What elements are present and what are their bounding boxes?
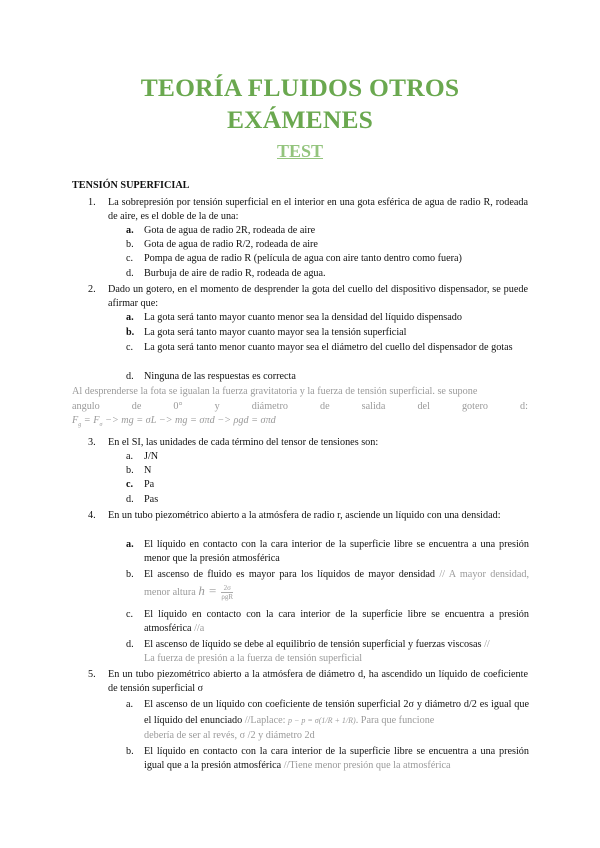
question-text: En el SI, las unidades de cada término del tensor de tensiones son: — [108, 437, 379, 448]
comment-word: d: — [520, 401, 528, 412]
option-text: La gota será tanto mayor cuanto mayor sea la tensión superficial — [144, 327, 407, 338]
question-text: La sobrepresión por tensión superficial en el interior en una gota esférica de agua de radio R, rodeada de aire, es el doble de la de una: — [108, 197, 528, 222]
question-1-option-d — [126, 267, 529, 281]
comment-word: 0° — [173, 401, 183, 412]
section-heading: TENSIÓN SUPERFICIAL — [72, 180, 190, 191]
option-letter: c. — [126, 609, 134, 620]
question-text: En un tubo piezométrico abierto a la atmósfera de diámetro d, ha ascendido un líquido de coeficiente de tensión superficial σ — [108, 669, 528, 694]
option-letter: d. — [126, 371, 134, 382]
formula-symbol: F — [93, 415, 100, 426]
option-text: El líquido en contacto con la cara interior de la superficie libre se encuentra a presión atmosférica — [144, 609, 529, 634]
option-letter: b. — [126, 327, 135, 338]
option-body — [144, 608, 529, 636]
formula-symbol: F — [72, 415, 79, 426]
option-letter: a. — [126, 312, 134, 323]
comment-word: gotero — [461, 401, 488, 412]
question-2-formula — [72, 414, 528, 432]
comment-word: angulo — [72, 401, 100, 412]
question-5 — [88, 668, 528, 695]
option-text: El líquido en contacto con la cara interior de la superficie libre se encuentra a una presión igual que a la presión atmosférica — [144, 746, 529, 771]
question-number: 2. — [88, 284, 96, 295]
question-2-option-c — [126, 341, 529, 355]
question-2-option-a — [126, 311, 529, 325]
question-4-option-a — [126, 538, 529, 566]
formula-subscript: σ — [99, 422, 103, 429]
option-note-continued: debería de ser al revés, σ /2 y diámetro 2d — [144, 730, 315, 741]
comment-word: de — [320, 401, 330, 412]
question-1 — [88, 196, 528, 223]
option-formula: p − p = σ(1/R + 1/R) — [288, 715, 356, 725]
option-note-after: . Para que funcione — [355, 714, 435, 726]
question-number: 4. — [88, 510, 96, 521]
comment-word: salida — [361, 401, 386, 412]
option-note: //Laplace: — [244, 714, 286, 726]
option-letter: b. — [126, 746, 134, 757]
option-letter: a. — [126, 699, 134, 710]
option-note: //Tiene menor presión que la atmosférica — [283, 759, 451, 771]
question-number: 1. — [88, 197, 96, 208]
option-note: // A mayor densidad, menor altura — [144, 569, 529, 598]
fraction-numerator: 2σ — [221, 584, 233, 593]
option-letter: d. — [126, 494, 134, 505]
question-1-option-a — [126, 224, 529, 238]
option-letter: d. — [126, 268, 134, 279]
option-text: Gota de agua de radio 2R, rodeada de aire — [144, 225, 316, 236]
option-formula: h = — [198, 583, 217, 598]
question-3-option-b — [126, 464, 529, 478]
option-body — [144, 638, 529, 666]
question-5-option-b — [126, 745, 529, 773]
formula-subscript: g — [78, 422, 82, 429]
question-number: 3. — [88, 437, 96, 448]
option-letter: c. — [126, 342, 134, 353]
question-4-option-c — [126, 608, 529, 636]
option-text: Pa — [144, 479, 155, 490]
page-title-line-1: TEORÍA FLUIDOS OTROS — [140, 73, 460, 102]
option-letter: a. — [126, 539, 134, 550]
question-3-option-c — [126, 478, 529, 492]
question-4-option-b — [126, 567, 529, 601]
question-3-option-d — [126, 493, 529, 507]
option-text: La gota será tanto mayor cuanto menor sea la densidad del líquido dispensado — [144, 312, 462, 323]
formula-fraction — [221, 584, 233, 601]
option-body — [144, 745, 529, 773]
option-text: El líquido en contacto con la cara interior de la superficie libre se encuentra a una presión menor que la presión atmosférica — [144, 539, 529, 564]
option-letter: b. — [126, 239, 134, 250]
comment-word: y — [214, 401, 220, 412]
option-text: Gota de agua de radio R/2, rodeada de aire — [144, 239, 318, 250]
formula-rest: −> mg = σL −> mg = σπd −> ρgd = σπd — [104, 415, 276, 426]
page-title-line-2: EXÁMENES — [226, 105, 374, 134]
option-body — [144, 697, 529, 744]
option-text: Pompa de agua de radio R (película de agua con aire tanto dentro como fuera) — [144, 253, 462, 264]
question-text: En un tubo piezométrico abierto a la atmósfera de radio r, asciende un líquido con una densidad: — [108, 510, 501, 521]
option-letter: c. — [126, 479, 134, 490]
comment-word: de — [131, 401, 142, 412]
option-text: Ninguna de las respuestas es correcta — [144, 371, 296, 382]
option-text: El ascenso de un líquido con coeficiente de tensión superficial 2σ y diámetro d/2 es igual que el líquido del enunciado — [144, 699, 529, 726]
comment-word: diámetro — [251, 401, 288, 412]
option-letter: d. — [126, 639, 134, 650]
formula-symbol: = — [83, 415, 91, 426]
question-2-comment-line-1: Al desprenderse la fota se igualan la fuerza gravitatoria y la fuerza de tensión superficial. se supone — [72, 386, 478, 397]
question-text: Dado un gotero, en el momento de desprender la gota del cuello del dispositivo dispensador, se puede afirmar que: — [108, 284, 528, 309]
option-letter: b. — [126, 569, 134, 580]
option-letter: c. — [126, 253, 134, 264]
question-1-option-b — [126, 238, 529, 252]
question-number: 5. — [88, 669, 96, 680]
question-3-option-a — [126, 450, 529, 464]
page-subtitle: TEST — [276, 141, 324, 161]
question-2 — [88, 283, 528, 310]
option-note-continued: La fuerza de presión a la fuerza de tensión superficial — [144, 652, 363, 664]
option-text: J/N — [144, 451, 159, 462]
question-4 — [88, 509, 528, 523]
question-3 — [88, 436, 528, 450]
question-4-option-d — [126, 638, 529, 666]
question-1-option-c — [126, 252, 529, 266]
option-text: El ascenso de líquido se debe al equilibrio de tensión superficial y fuerzas viscosas — [144, 639, 482, 650]
option-letter: b. — [126, 465, 134, 476]
question-2-option-b — [126, 326, 529, 340]
option-note: // — [484, 639, 490, 650]
option-note: //a — [194, 622, 205, 634]
option-text: La gota será tanto menor cuanto mayor sea el diámetro del cuello del dispensador de gotas — [144, 342, 513, 353]
option-text: N — [144, 465, 152, 476]
option-body — [144, 567, 529, 601]
question-2-option-d — [126, 370, 529, 384]
comment-word: del — [417, 401, 430, 412]
option-letter: a. — [126, 451, 134, 462]
question-5-option-a — [126, 697, 529, 744]
question-2-comment-line-2 — [72, 400, 528, 414]
option-text: Burbuja de aire de radio R, rodeada de agua. — [144, 268, 326, 279]
option-text: El ascenso de fluido es mayor para los líquidos de mayor densidad — [144, 569, 435, 580]
option-text: Pas — [144, 494, 159, 505]
fraction-denominator: ρgR — [221, 593, 234, 602]
option-letter: a. — [126, 225, 134, 236]
